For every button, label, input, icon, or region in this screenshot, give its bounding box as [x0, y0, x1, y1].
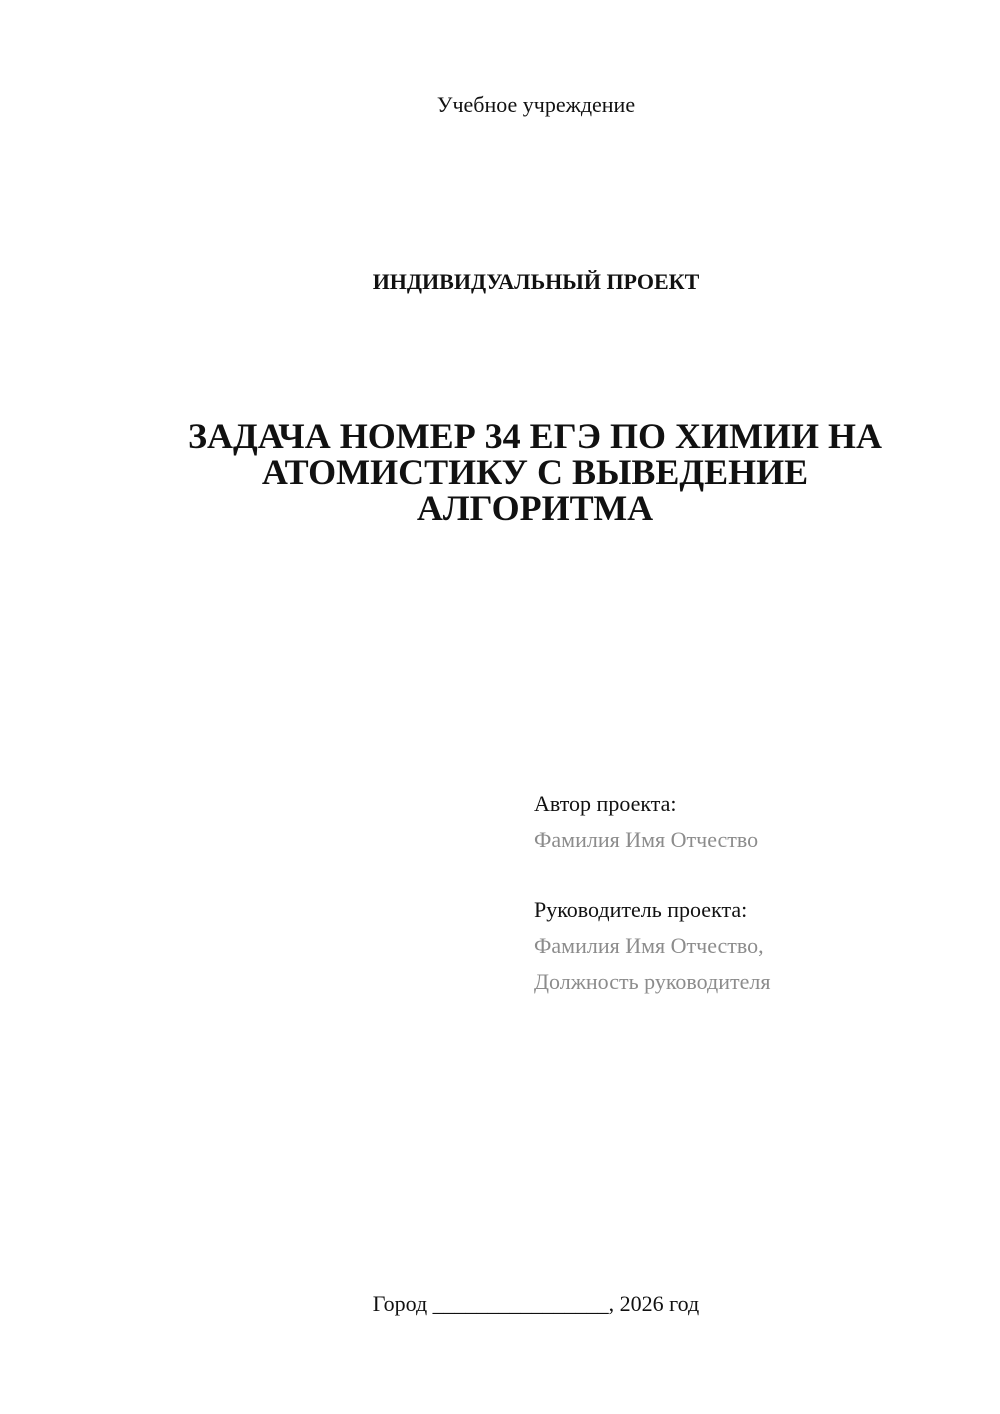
author-block — [534, 786, 974, 858]
project-title-line-2: АТОМИСТИКУ С ВЫВЕДЕНИЕ — [261, 452, 809, 492]
project-title-line-3: АЛГОРИТМА — [416, 488, 654, 528]
author-name: Фамилия Имя Отчество — [534, 827, 759, 852]
supervisor-name: Фамилия Имя Отчество, — [534, 933, 764, 958]
supervisor-label: Руководитель проекта: — [534, 897, 748, 922]
project-type-heading: ИНДИВИДУАЛЬНЫЙ ПРОЕКТ — [372, 269, 700, 294]
project-title — [150, 418, 920, 526]
supervisor-position: Должность руководителя — [534, 969, 771, 994]
supervisor-block — [534, 892, 974, 1000]
project-title-line-1: ЗАДАЧА НОМЕР 34 ЕГЭ ПО ХИМИИ НА — [187, 416, 883, 456]
institution-name: Учебное учреждение — [436, 92, 636, 117]
city-year-line: Город ________________, 2026 год — [372, 1291, 700, 1316]
author-label: Автор проекта: — [534, 791, 677, 816]
